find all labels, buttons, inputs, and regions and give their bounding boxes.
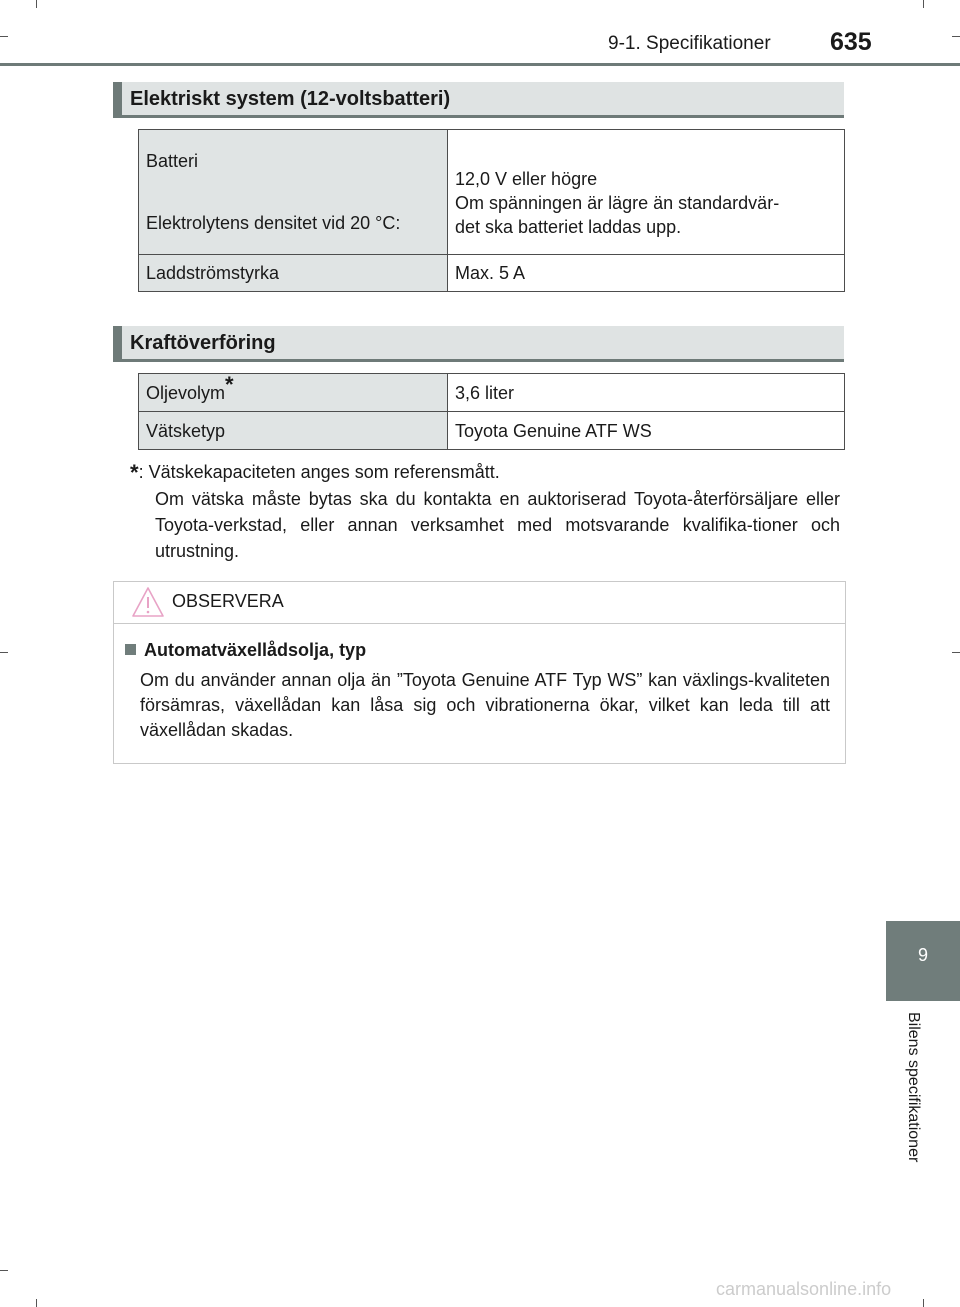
chapter-label: Bilens specifikationer (905, 1012, 922, 1163)
footnote-star: * (225, 371, 234, 397)
crop-mark (0, 1270, 8, 1271)
notice-header (114, 582, 845, 624)
square-bullet-icon (125, 644, 136, 655)
charge-label: Laddströmstyrka (139, 255, 448, 292)
battery-label: Batteri (146, 151, 199, 171)
charge-row (139, 255, 845, 292)
crop-mark (923, 1299, 924, 1307)
heading-bar (113, 82, 122, 115)
notice-subheading: Automatväxellådsolja, typ (144, 640, 367, 660)
battery-value-line: Om spänningen är lägre än standardvär- (455, 193, 780, 213)
header-rule (0, 63, 960, 66)
electrical-heading-text: Elektriskt system (12-voltsbatteri) (130, 88, 451, 110)
oil-volume-row (139, 374, 845, 412)
oil-volume-label: Oljevolym (146, 382, 226, 403)
transmission-heading (113, 326, 844, 362)
footnote (130, 459, 840, 564)
notice-subheading-row (125, 640, 366, 661)
chapter-tab (886, 921, 960, 1001)
crop-mark (923, 0, 924, 8)
notice-title: OBSERVERA (172, 591, 284, 611)
notice-box (113, 581, 846, 764)
crop-mark (952, 36, 960, 37)
electrical-heading (113, 82, 844, 118)
footnote-marker: * (130, 460, 139, 485)
fluid-type-label: Vätsketyp (139, 412, 448, 450)
charge-value: Max. 5 A (448, 255, 845, 292)
footnote-body: Om vätska måste bytas ska du kontakta en auktoriserad Toyota-återförsäljare eller Toyota-verkstad, eller annan verksamhet med motsvarande kvalifika-tioner och utrustning. (155, 489, 840, 561)
battery-value-line: 12,0 V eller högre (455, 169, 598, 189)
heading-bar (113, 326, 122, 359)
page-number: 635 (830, 28, 872, 56)
crop-mark (36, 0, 37, 8)
fluid-type-row (139, 412, 845, 450)
fluid-type-value: Toyota Genuine ATF WS (448, 412, 845, 450)
battery-value-cell (448, 130, 845, 255)
crop-mark (0, 652, 8, 653)
battery-value-line: det ska batteriet laddas upp. (455, 217, 682, 237)
watermark: carmanualsonline.info (716, 1279, 892, 1299)
crop-mark (36, 1299, 37, 1307)
battery-label-cell (139, 130, 448, 255)
chapter-number: 9 (917, 945, 928, 965)
battery-row (139, 130, 845, 255)
transmission-table (138, 373, 845, 450)
section-title: 9-1. Specifikationer (608, 33, 771, 54)
crop-mark (0, 36, 8, 37)
electrical-table (138, 129, 845, 292)
oil-volume-label-cell (139, 371, 448, 412)
density-label: Elektrolytens densitet vid 20 °C: (146, 213, 401, 233)
crop-mark (952, 652, 960, 653)
footnote-first-line: : Vätskekapaciteten anges som referensmått. (138, 462, 500, 482)
transmission-heading-text: Kraftöverföring (130, 332, 276, 354)
warning-icon (131, 586, 165, 618)
notice-body: Om du använder annan olja än ”Toyota Genuine ATF Typ WS” kan växlings-kvaliteten försämras, växellådan kan låsa sig och vibrationerna ökar, vilket kan leda till att växellådan skadas. (140, 670, 830, 740)
oil-volume-value: 3,6 liter (448, 374, 845, 412)
